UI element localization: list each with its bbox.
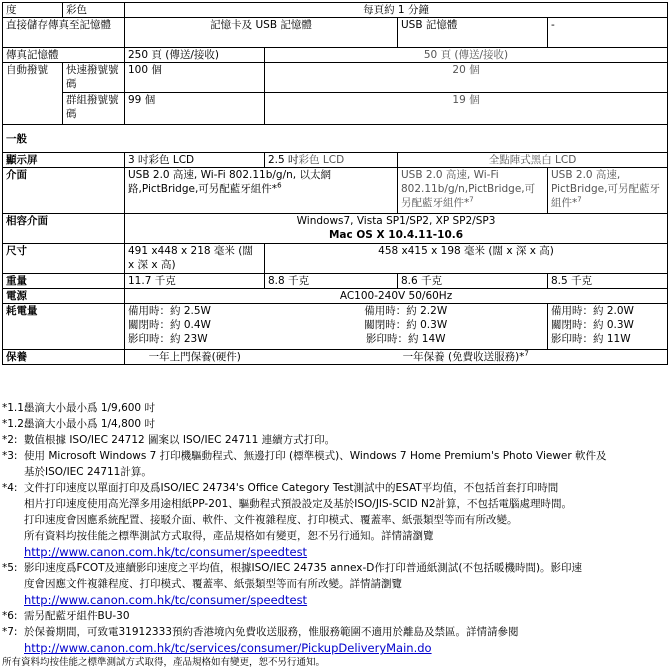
footnote-line: 墨滴大小最小爲 1/4,800 吋 (24, 418, 155, 430)
interface-c3-sup: 7 (577, 195, 582, 204)
row-consumption (3, 304, 668, 350)
warranty-label: 保養 (3, 350, 125, 365)
footnote-line: 所有資料均按佳能之標準測試方式取得，產品規格如有變更，恕不另行通知。詳情請瀏覽 (24, 530, 434, 542)
row-weight (3, 274, 668, 289)
footnote-marker: *1.1: (2, 402, 28, 414)
compat-windows: Windows7, Vista SP1/SP2, XP SP2/SP3 (296, 215, 496, 227)
weight-label: 重量 (3, 274, 125, 289)
power-label: 電源 (3, 289, 125, 304)
footnote-line: 使用 Microsoft Windows 7 打印機驅動程式、無邊打印 (標準模式)、Windows 7 Home Premium's Photo Viewer 軟件及 (24, 450, 607, 462)
compat-label: 相容介面 (3, 214, 125, 244)
weight-c3: 8.6 千克 (398, 274, 548, 289)
footnote-marker: *3: (2, 450, 18, 462)
interface-c2-sup: 7 (469, 195, 474, 204)
row-display (3, 153, 668, 168)
section-general: 一般 (3, 125, 668, 153)
row-quick-dial (3, 63, 668, 93)
size-c1: 491 x448 x 218 毫米 (闊 x 深 x 高) (125, 244, 265, 274)
warranty-c1: 一年上門保養(硬件) (125, 350, 265, 365)
weight-c2: 8.8 千克 (265, 274, 398, 289)
row-speed (3, 3, 668, 18)
footnotes (0, 400, 670, 670)
footnote-line: 度會因應文件複雜程度、打印模式、覆蓋率、紙張類型等而有所改變。詳情請瀏覽 (24, 578, 402, 590)
interface-c1-text: USB 2.0 高速, Wi-Fi 802.11b/g/n, 以太網路,PictBridge,可另配藍牙組件* (128, 169, 331, 195)
interface-c1 (125, 168, 398, 214)
row-group-dial (3, 93, 668, 125)
quick-dial-label: 快速撥號號碼 (63, 63, 125, 93)
display-c2 (265, 153, 398, 168)
speed-value: 每頁約 1 分鐘 (125, 3, 668, 18)
consumption-label: 耗電量 (3, 304, 125, 350)
interface-c3 (548, 168, 668, 214)
footnote-link[interactable]: http://www.canon.com.hk/tc/consumer/speedtest (24, 545, 308, 559)
interface-c2-text: USB 2.0 高速, Wi-Fi 802.11b/g/n,PictBridge,可另配藍牙組件* (401, 169, 536, 209)
consumption-c2 (265, 304, 548, 350)
footnote (0, 432, 670, 448)
group-dial-c1: 99 個 (125, 93, 265, 125)
size-c2: 458 x415 x 198 毫米 (闊 x 深 x 高) (265, 244, 668, 274)
footnote (0, 448, 670, 480)
row-warranty (3, 350, 668, 365)
interface-c3-text: USB 2.0 高速, PictBridge,可另配藍牙組件* (551, 169, 660, 209)
row-interface (3, 168, 668, 214)
row-power (3, 289, 668, 304)
consumption-c2-off: 關閉時：約 0.3W (364, 319, 448, 331)
footnote (0, 624, 670, 656)
group-dial-c2: 19 個 (265, 93, 668, 125)
warranty-c2-text: 一年保養 (免費收送服務)* (402, 351, 525, 363)
footnote-line: 文件打印速度以單面打印及爲ISO/IEC 24734's Office Category Test測試中的ESAT平均值，不包括首套打印時間 (24, 482, 559, 494)
footnote-marker: *6: (2, 610, 18, 622)
direct-save-c1: 記憶卡及 USB 記憶體 (125, 18, 398, 48)
quick-dial-c2: 20 個 (265, 63, 668, 93)
footnote (0, 608, 670, 624)
footer-disclaimer: 所有資料均按佳能之標準測試方式取得，產品規格如有變更，恕不另行通知。 (2, 657, 326, 668)
weight-c1: 11.7 千克 (125, 274, 265, 289)
display-c2-size: 2.5 吋 (268, 154, 299, 166)
footnote-marker: *1.2: (2, 418, 28, 430)
footnote-line: 影印速度爲FCOT及連續影印速度之平均值，根據ISO/IEC 24735 annex-D作打印普通紙測試(不包括暖機時間)。影印速 (24, 562, 583, 574)
row-size (3, 244, 668, 274)
interface-c1-sup: 6 (277, 181, 282, 190)
row-fax-memory (3, 48, 668, 63)
fax-memory-c2: 50 頁 (傳送/接收) (265, 48, 668, 63)
footnote-marker: *5: (2, 562, 18, 574)
display-c1: 3 吋彩色 LCD (125, 153, 265, 168)
footnote-line: 墨滴大小最小爲 1/9,600 吋 (24, 402, 155, 414)
consumption-c3-copy: 影印時：約 11W (551, 333, 631, 345)
row-direct-save (3, 18, 668, 48)
group-dial-label: 群組撥號號碼 (63, 93, 125, 125)
auto-dial-label: 自動撥號 (3, 63, 63, 125)
consumption-c1-standby: 備用時：約 2.5W (128, 305, 211, 317)
consumption-c1 (125, 304, 265, 350)
footnote-marker: *7: (2, 626, 18, 638)
consumption-c3-off: 關閉時：約 0.3W (551, 319, 634, 331)
size-label: 尺寸 (3, 244, 125, 274)
warranty-c2-sup: 7 (524, 349, 529, 358)
compat-mac: Mac OS X 10.4.11-10.6 (328, 229, 464, 241)
display-c2-type: 彩色 LCD (298, 154, 345, 166)
row-section-general (3, 125, 668, 153)
interface-label: 介面 (3, 168, 125, 214)
footnote (0, 560, 670, 608)
footnote-line: 數值根據 ISO/IEC 24712 圖案以 ISO/IEC 24711 連續方式打印。 (24, 434, 336, 446)
footnote-marker: *2: (2, 434, 18, 446)
speed-color-label: 彩色 (63, 3, 125, 18)
footnote-line: 需另配藍牙組件BU-30 (24, 610, 130, 622)
consumption-c3-standby: 備用時：約 2.0W (551, 305, 634, 317)
quick-dial-c1: 100 個 (125, 63, 265, 93)
footnote-line: 打印速度會因應系統配置、接駁介面、軟件、文件複雜程度、打印模式、覆蓋率、紙張類型等而有所改變。 (24, 514, 518, 526)
row-compat (3, 214, 668, 244)
power-value: AC100-240V 50/60Hz (125, 289, 668, 304)
footnote-line: 相片打印速度使用高光澤多用途相紙PP-201、驅動程式預設設定及基於ISO/JIS-SCID N2計算，不包括電腦處理時間。 (24, 498, 573, 510)
footnote-link[interactable]: http://www.canon.com.hk/tc/services/consumer/PickupDeliveryMain.do (24, 641, 432, 655)
footnote-link[interactable]: http://www.canon.com.hk/tc/consumer/speedtest (24, 593, 308, 607)
consumption-c1-copy: 影印時：約 23W (128, 333, 208, 345)
consumption-c1-off: 關閉時：約 0.4W (128, 319, 211, 331)
consumption-c3 (548, 304, 668, 350)
footnote-marker: *4: (2, 482, 18, 494)
compat-value (125, 214, 668, 244)
display-c3: 全點陣式黑白 LCD (398, 153, 668, 168)
warranty-c2 (265, 350, 668, 365)
consumption-c2-standby: 備用時：約 2.2W (364, 305, 448, 317)
fax-memory-c1: 250 頁 (傳送/接收) (125, 48, 265, 63)
display-label: 顯示屏 (3, 153, 125, 168)
spec-table (2, 2, 668, 365)
footnote (0, 416, 670, 432)
footnote (0, 400, 670, 416)
interface-c2 (398, 168, 548, 214)
fax-memory-label: 傳真記憶體 (3, 48, 125, 63)
direct-save-label: 直接儲存傳真至記憶體 (3, 18, 125, 48)
footnote (0, 480, 670, 560)
weight-c4: 8.5 千克 (548, 274, 668, 289)
direct-save-c3: - (548, 18, 668, 48)
consumption-c2-copy: 影印時：約 14W (365, 333, 446, 345)
footnote-line: 基於ISO/IEC 24711計算。 (24, 466, 152, 478)
direct-save-c2: USB 記憶體 (398, 18, 548, 48)
speed-label: 度 (3, 3, 63, 18)
footnote-line: 於保養期間，可致電31912333預約香港境內免費收送服務，惟服務範圍不適用於離島及禁區。詳情請參閱 (24, 626, 519, 638)
